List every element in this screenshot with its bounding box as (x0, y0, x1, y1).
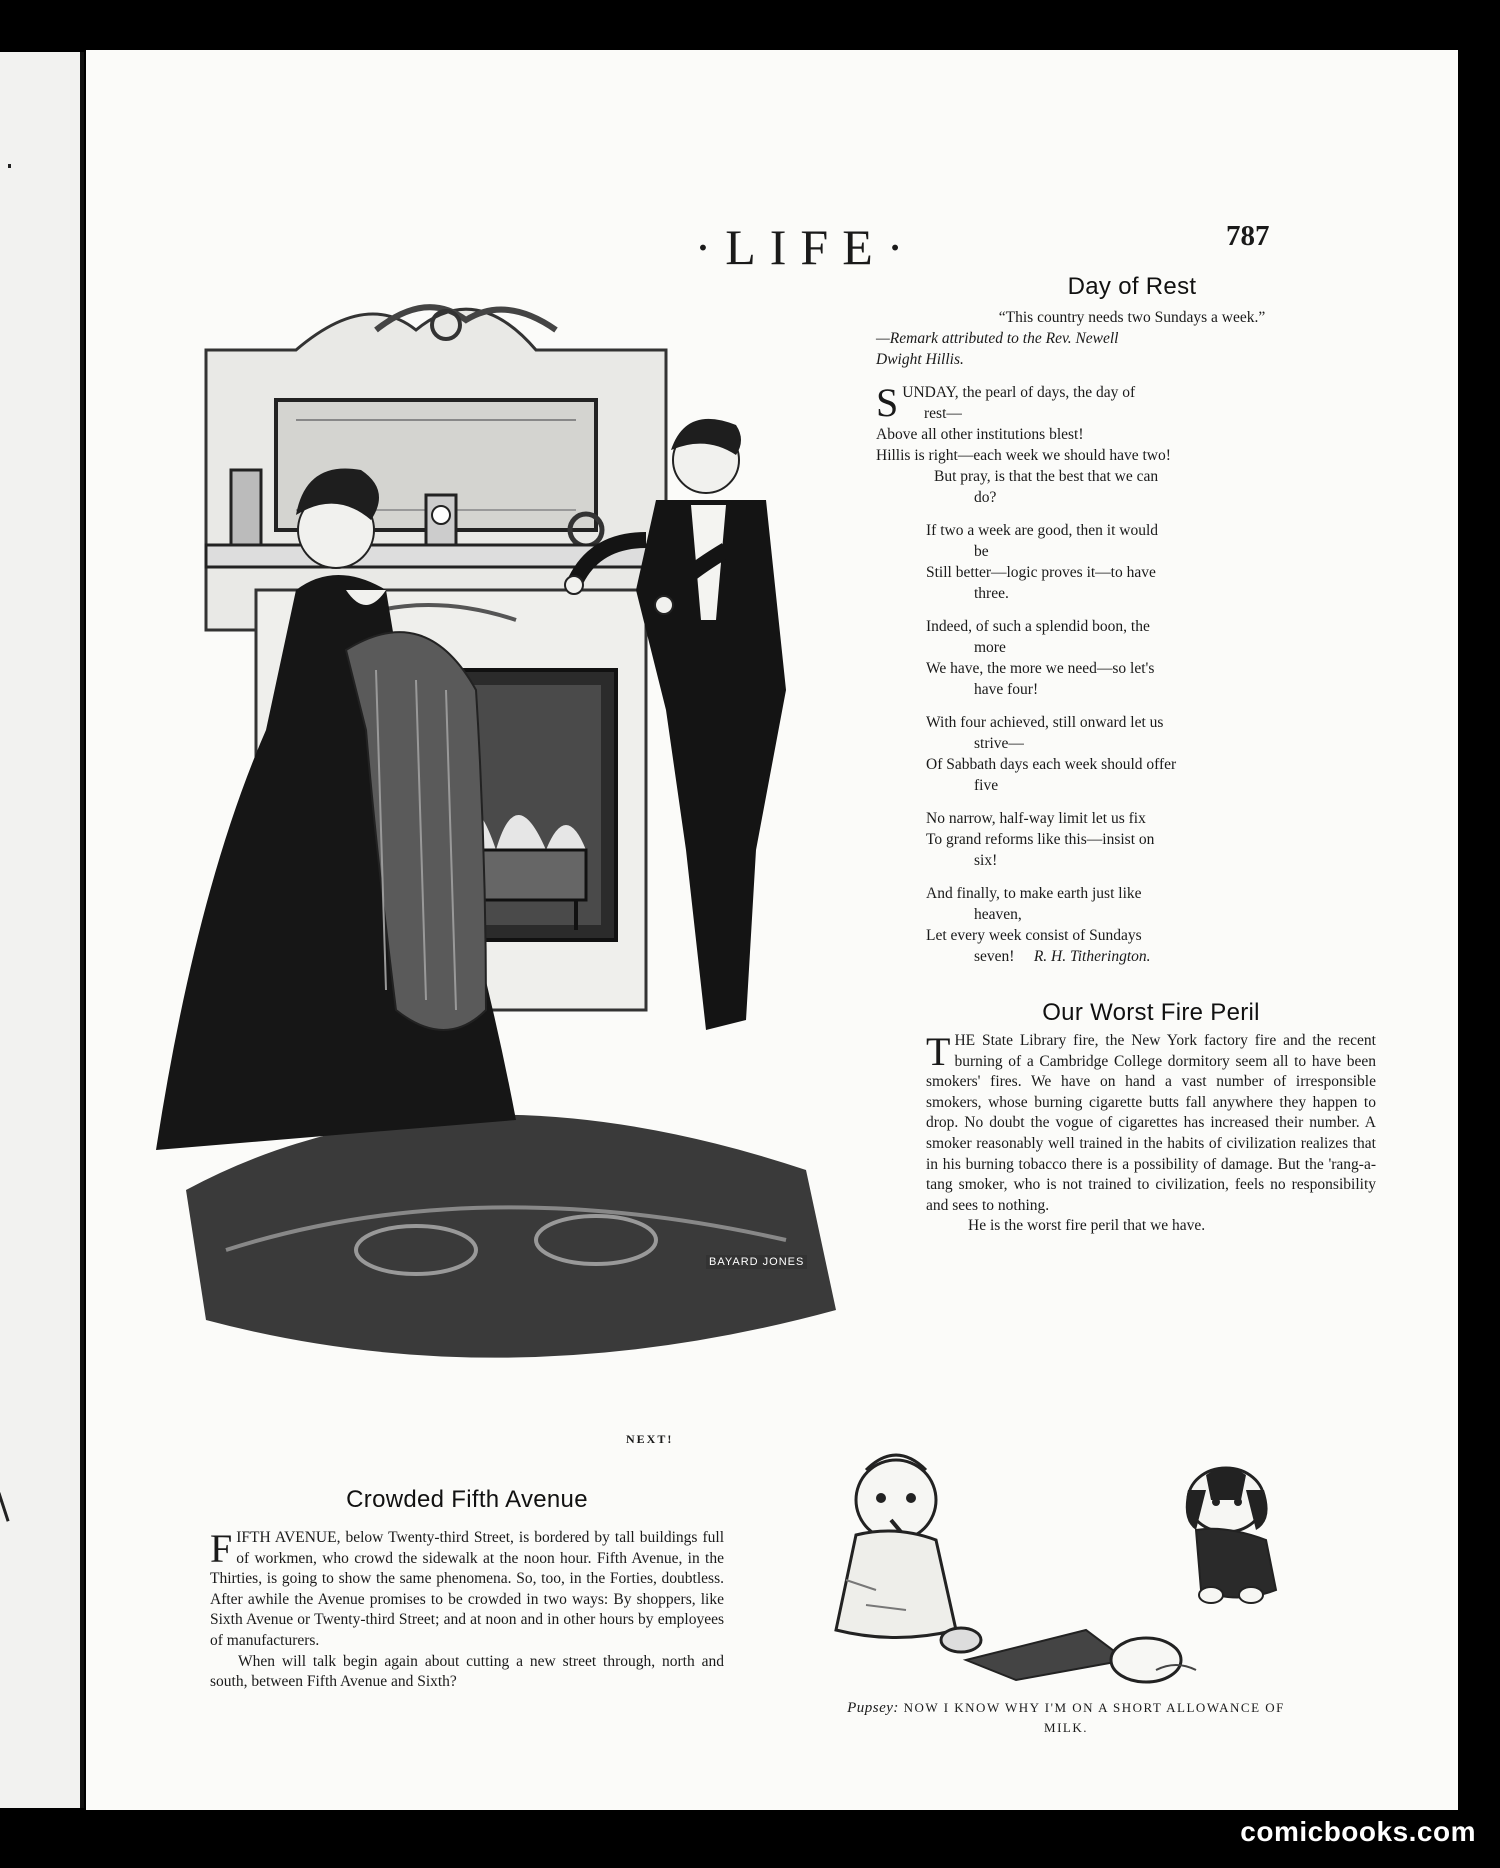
poem-line: Let every week consist of Sundays (926, 927, 1142, 944)
poem-line: six! (974, 852, 998, 869)
ink-mark (0, 1492, 10, 1521)
poem-line: UNDAY, the pearl of days, the day of (902, 384, 1136, 401)
poem-line: seven! (974, 948, 1015, 965)
poem-line: more (974, 639, 1006, 656)
epigraph-quote: “This country needs two Sundays a week.” (998, 309, 1266, 326)
epigraph-attribution: Dwight Hillis. (876, 351, 964, 368)
cartoon-caption-text: NOW I KNOW WHY I'M ON A SHORT ALLOWANCE OF (903, 1700, 1285, 1715)
magazine-page (86, 50, 1458, 1810)
fifth-avenue-paragraph: When will talk begin again about cutting a new street through, north and south, between Fifth Avenue and Sixth? (210, 1652, 724, 1691)
left-page-edge (0, 52, 84, 1808)
artist-signature: BAYARD JONES (706, 1255, 807, 1269)
poem-line: three. (974, 585, 1009, 602)
poem-line: Above all other institutions blest! (876, 426, 1084, 443)
poem-line: We have, the more we need—so let's (926, 660, 1155, 677)
poem-line: Indeed, of such a splendid boon, the (926, 618, 1150, 635)
fire-peril-title: Our Worst Fire Peril (1042, 999, 1260, 1026)
fifth-avenue-body (210, 1528, 724, 1693)
masthead-title: ·LIFE· (694, 219, 918, 275)
poem-line: Hillis is right—each week we should have two! (876, 447, 1171, 464)
poem-line: And finally, to make earth just like (926, 885, 1142, 902)
poem-body (876, 382, 1388, 967)
poem-signature: R. H. Titherington. (1033, 948, 1151, 965)
ink-speck (8, 164, 11, 168)
fifth-avenue-article (210, 1486, 724, 1693)
poem-line: With four achieved, still onward let us (926, 714, 1164, 731)
cartoon-caption-text: MILK. (1044, 1720, 1088, 1735)
poem-line: have four! (974, 681, 1039, 698)
poem-line: five (974, 777, 999, 794)
poem-line: Still better—logic proves it—to have (926, 564, 1156, 581)
page-number: 787 (1226, 220, 1270, 252)
fire-peril-text-end: He is the worst fire peril that we have. (968, 1217, 1206, 1235)
dropcap: T (926, 1029, 951, 1074)
poem-line: be (974, 543, 989, 560)
cartoon-speaker: Pupsey: (847, 1700, 899, 1716)
fifth-avenue-title: Crowded Fifth Avenue (346, 1486, 588, 1513)
illustration-caption: NEXT! (626, 1432, 674, 1446)
poem-line: But pray, is that the best that we can (934, 468, 1159, 485)
dropcap: S (876, 380, 899, 425)
fire-peril-article (926, 999, 1376, 1237)
fire-peril-body (926, 1031, 1376, 1237)
epigraph (876, 307, 1388, 370)
site-watermark: comicbooks.com (1240, 1816, 1476, 1847)
poem-line: To grand reforms like this—insist on (926, 831, 1155, 848)
epigraph-attribution: —Remark attributed to the Rev. Newell (876, 330, 1119, 347)
fireplace-illustration (146, 290, 866, 1400)
cartoon-caption (746, 1698, 1386, 1738)
poem-line: rest— (924, 405, 962, 422)
fire-peril-text: HE State Library fire, the New York factory fire and the recent burning of a Cambridge College dormitory seem all to have been smokers' fires. We have on hand a vast number of irresponsible smokers, whose burning cigarette butts fall anywhere they happen to drop. No doubt the vogue of cigarettes has increased their number. A smoker reasonably well trained in the habits of civilization realizes that in his burning tobacco there is a possibility of damage. But the 'rang-a-tang smoker, who is not trained to civilization, feels no responsibility and sees to nothing. (926, 1032, 1376, 1214)
poem-line: heaven, (974, 906, 1022, 923)
poem-line: do? (974, 489, 997, 506)
day-of-rest-title: Day of Rest (1067, 273, 1197, 300)
dropcap: F (210, 1526, 233, 1571)
poem-line: No narrow, half-way limit let us fix (926, 810, 1146, 827)
day-of-rest-article (876, 273, 1388, 967)
poem-line: Of Sabbath days each week should offer (926, 756, 1177, 773)
fifth-avenue-paragraph: IFTH AVENUE, below Twenty-third Street, is bordered by tall buildings full of workmen, who crowd the sidewalk at the noon hour. Fifth Avenue, in the Thirties, is going to show the same phenomena. So, too, in the Forties, doubtless. After awhile the Avenue promises to be crowded in two ways: By shoppers, like Sixth Avenue or Twenty-third Street; and at noon and in other hours by employees of manufacturers. (210, 1529, 724, 1649)
poem-line: strive— (974, 735, 1024, 752)
baby-puppy-cartoon (786, 1430, 1346, 1690)
poem-line: If two a week are good, then it would (926, 522, 1159, 539)
